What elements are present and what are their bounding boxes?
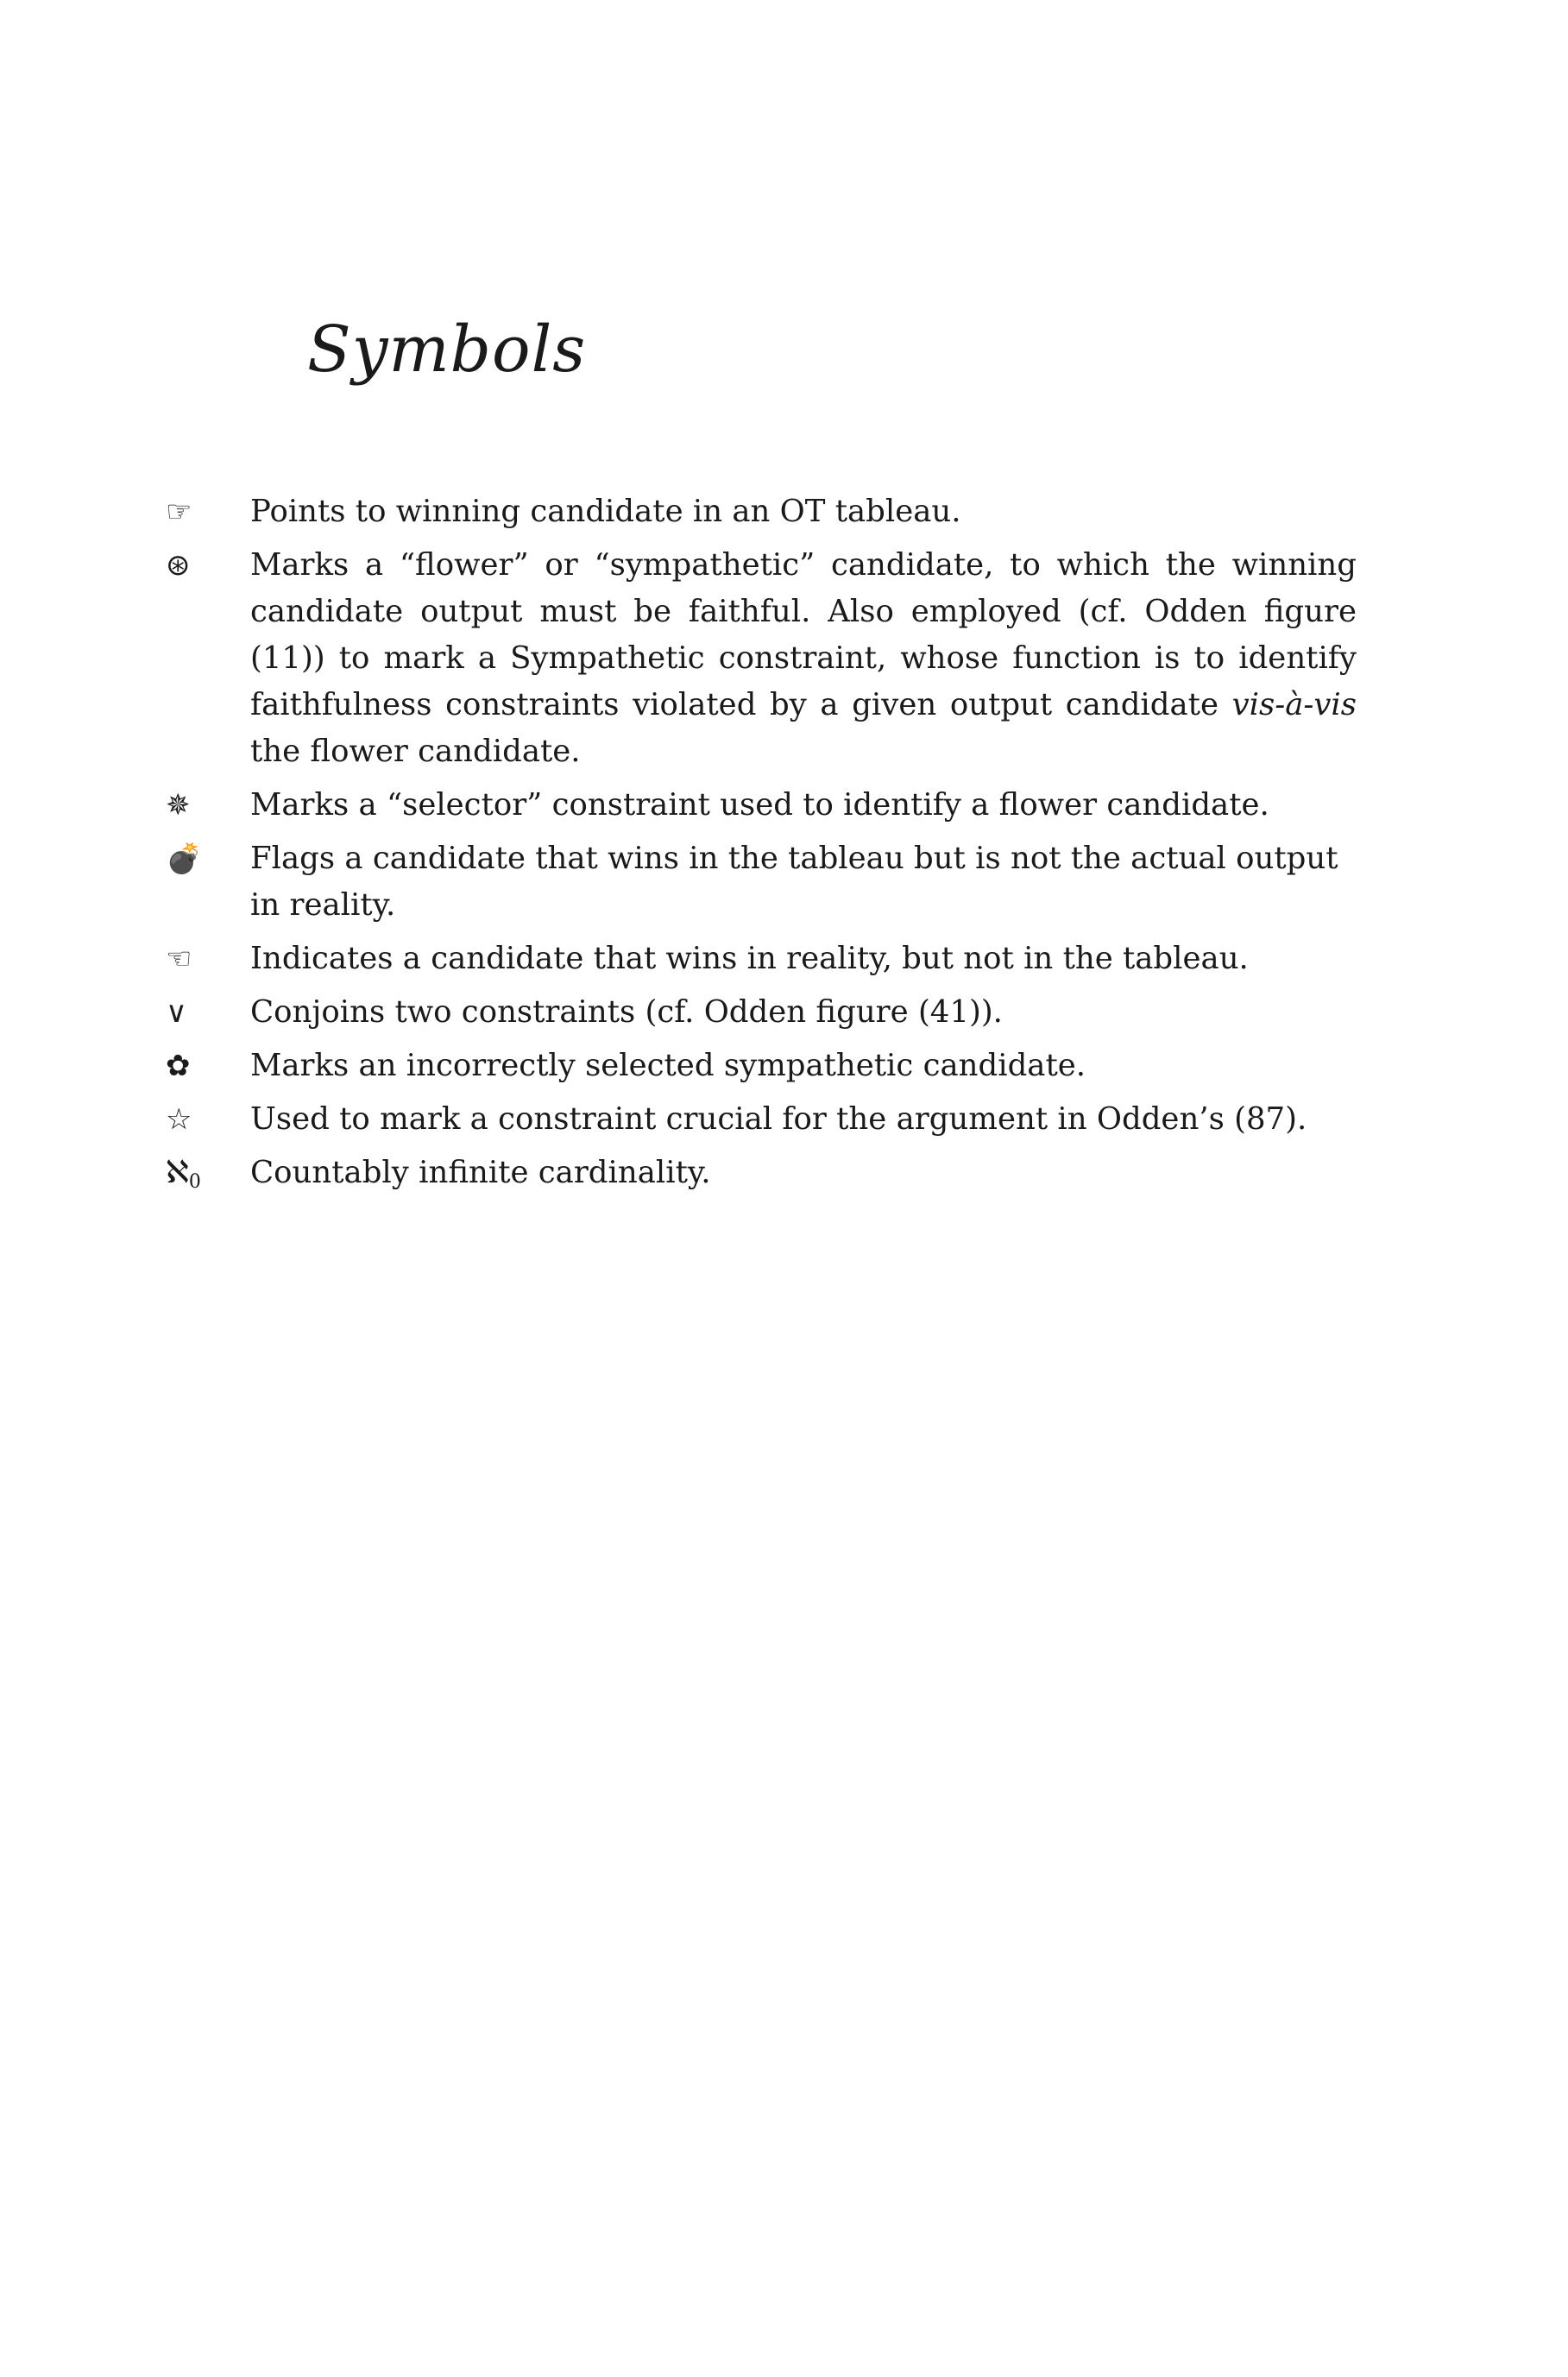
list-item xyxy=(166,835,1357,929)
symbol-description: Countably infinite cardinality. xyxy=(250,1155,711,1190)
selector-star-icon: ✵ xyxy=(166,788,191,823)
list-item xyxy=(166,936,1357,982)
symbol-description: Conjoins two constraints (cf. Odden figure (41)). xyxy=(250,994,1003,1030)
outline-star-icon: ☆ xyxy=(166,1102,192,1137)
symbol-description: Points to winning candidate in an OT tableau. xyxy=(250,494,961,529)
incorrect-flower-icon: ✿ xyxy=(166,1049,191,1083)
aleph-glyph: ℵ xyxy=(166,1155,189,1190)
pointing-hand-right-icon: ☞ xyxy=(166,495,192,529)
description-text: Marks a “flower” or “sympathetic” candidate, to which the winning candidate output must be faithful. Also employed (cf. Odden figure (11)) to mark a Sympathetic constraint, whose function is to identify faithfulness constraints violated by a given output candidate xyxy=(250,547,1357,722)
pointing-hand-reverse-icon: ☜ xyxy=(166,942,192,976)
list-item xyxy=(166,1043,1357,1089)
symbol-description: Flags a candidate that wins in the tableau but is not the actual output in reality. xyxy=(250,841,1338,923)
symbol-list xyxy=(166,489,1357,1203)
list-item xyxy=(166,1150,1357,1196)
description-italic: vis-à-vis xyxy=(1231,687,1357,722)
logical-or-icon: ∨ xyxy=(166,995,187,1030)
bomb-icon: 💣 xyxy=(166,842,203,876)
description-text-end: the flower candidate. xyxy=(250,734,581,769)
flower-icon: ⊛ xyxy=(166,548,191,583)
symbol-description xyxy=(250,542,1357,775)
symbol-description: Marks an incorrectly selected sympathetic candidate. xyxy=(250,1048,1086,1083)
list-item xyxy=(166,542,1357,775)
symbol-description: Marks a “selector” constraint used to identify a flower candidate. xyxy=(250,787,1269,823)
list-item xyxy=(166,489,1357,535)
symbol-description: Used to mark a constraint crucial for the argument in Odden’s (87). xyxy=(250,1101,1307,1137)
symbol-description: Indicates a candidate that wins in reality, but not in the tableau. xyxy=(250,941,1249,976)
aleph-null-icon xyxy=(166,1150,250,1196)
list-item xyxy=(166,1096,1357,1143)
list-item xyxy=(166,782,1357,829)
page-title: Symbols xyxy=(307,312,587,387)
aleph-subscript: 0 xyxy=(188,1171,201,1193)
list-item xyxy=(166,989,1357,1036)
